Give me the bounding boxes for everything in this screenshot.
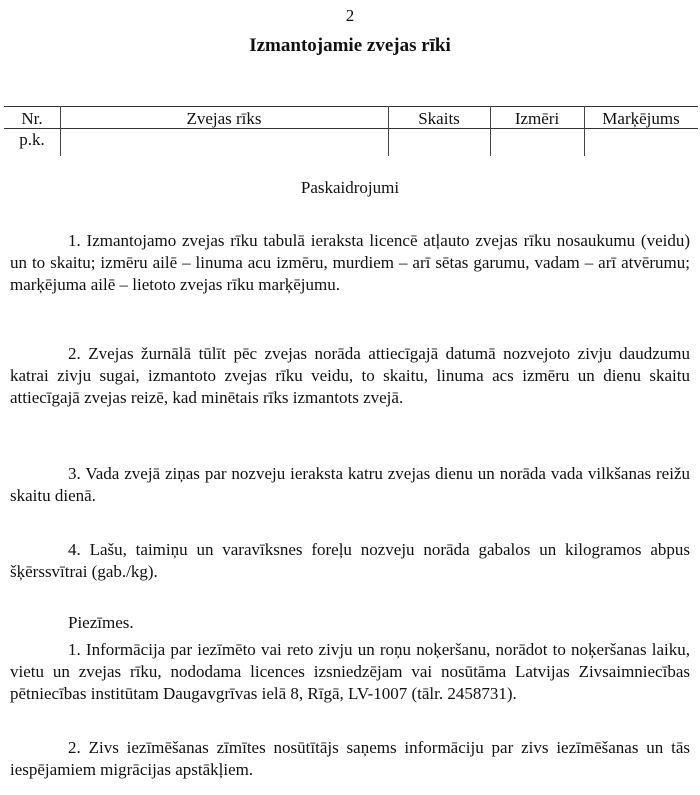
page-number: 2 [345,6,355,25]
header-cell-marking: Marķējums [602,109,680,128]
note-item [10,639,690,705]
explanation-text: 4. Lašu, taimiņu un varavīksnes foreļu nozveju norāda gabalos un kilogramos abpus šķērssvītrai (gab./kg). [10,540,690,581]
explanation-item [10,230,690,296]
note-text: 2. Zivs iezīmēšanas zīmītes nosūtītājs saņems informāciju par zivs iezīmēšanas un tās iespējamiem migrācijas apstākļiem. [10,738,690,779]
explanation-item [10,539,690,583]
note-text: 1. Informācija par iezīmēto vai reto zivju un roņu noķeršanu, norādot to noķeršanas laiku, vietu un zvejas rīku, nododama licences izsniedzējam vai nosūtāma Latvijas Zivsaimniecības pētniecības institūtam Daugavgrīvas ielā 8, Rīgā, LV-1007 (tālr. 2458731). [10,640,690,703]
fishing-gear-table [4,106,698,156]
explanation-text: 2. Zvejas žurnālā tūlīt pēc zvejas norāda attiecīgajā datumā nozvejoto zivju daudzumu katrai zivju sugai, izmantoto zvejas rīku veidu, to skaitu, linuma acs izmēru un dienu skaitu attiecīgajā zvejas reizē, kad minētais rīks izmantots zvejā. [10,344,690,407]
note-item [10,737,690,781]
header-cell-gear: Zvejas rīks [186,109,262,128]
notes-heading: Piezīmes. [68,613,134,632]
explanation-text: 1. Izmantojamo zvejas rīku tabulā ieraksta licencē atļauto zvejas rīku nosaukumu (veidu) un to skaitu; izmēru ailē – linuma acu izmēru, murdiem – arī sētas garumu, vadam – arī atvērumu; marķējuma ailē – lietoto zvejas rīku marķējumu. [10,231,690,294]
header-nr-line2: p.k. [19,130,45,149]
explanation-text: 3. Vada zvejā ziņas par nozveju ieraksta katru zvejas dienu un norāda vada vilkšanas reižu skaitu dienā. [10,464,690,505]
explanations-heading: Paskaidrojumi [300,178,400,197]
header-nr-line1: Nr. [21,109,43,128]
header-cell-count: Skaits [418,109,460,128]
header-cell-size: Izmēri [514,109,560,128]
document-title: Izmantojamie zvejas rīki [249,35,451,56]
explanation-item [10,343,690,409]
table-top-border [4,106,698,107]
explanation-item [10,463,690,507]
table-row [4,129,698,155]
